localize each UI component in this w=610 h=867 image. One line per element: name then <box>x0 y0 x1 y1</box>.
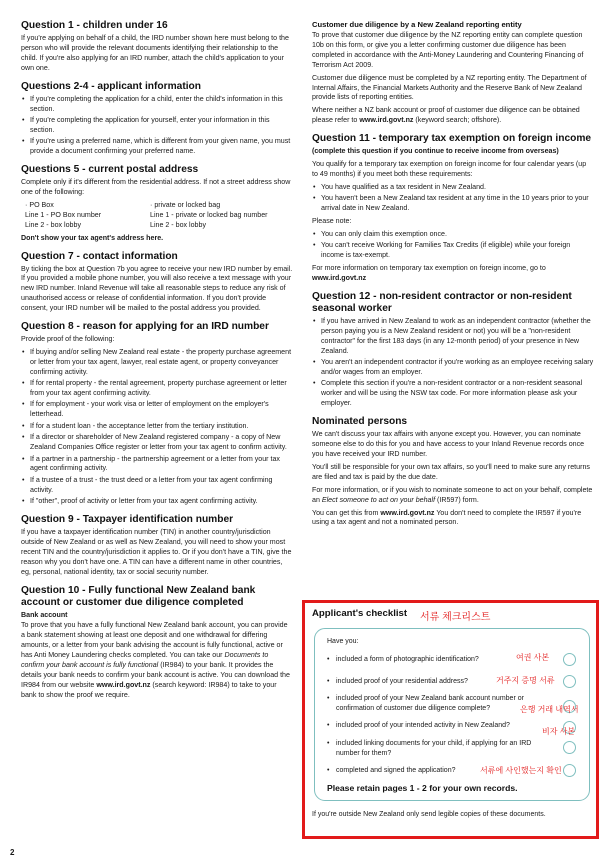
cdd-p1: To prove that customer due diligence by the NZ reporting entity can complete question 10b on this form, or give you a letter confirming customer due diligence has been completed in accordance with the Anti-Money Laundering and Countering Financing of Terrorism Act 2009. <box>312 31 584 69</box>
nominated-p3-b: (IR597) form. <box>435 495 479 504</box>
q9-title: Question 9 - Taxpayer identification number <box>21 514 234 526</box>
q10-subtitle: Bank account <box>21 610 68 619</box>
cdd-p3-a: Where neither a NZ bank account or proof of customer due diligence can be obtained please refer to <box>312 106 580 125</box>
address-option: Line 2 - box lobby <box>25 220 81 229</box>
list-item: • If a director or shareholder of New Zealand registered company - a copy of New Zealand Companies Office register or letter from your tax agent to confirm activity. <box>21 433 293 453</box>
q8-intro: Provide proof of the following: <box>21 335 115 344</box>
list-item: • If you're completing the application for yourself, enter your information in this section. <box>21 116 293 136</box>
handwritten-note: 은행 거래 내역서 <box>520 705 579 714</box>
nominated-p4 <box>312 509 594 529</box>
list-item: • You haven't been a New Zealand tax resident at any time in the 10 years prior to your arrival date in New Zealand. <box>312 194 594 214</box>
q7-body: By ticking the box at Question 7b you agree to receive your new IRD number by email. If you provided a mobile phone number, you will also receive a text message with your new IRD number. Inland Revenue will take all reasonable steps to reduce any risk of unauthorised access or release of confidential information. If you don't provide consent, your IRD number will be mailed to the postal address you provided. <box>21 264 293 313</box>
address-option: Line 1 - private or locked bag number <box>150 210 268 219</box>
cdd-p3 <box>312 106 594 126</box>
checklist-item-text: included proof of your residential address? <box>336 678 468 685</box>
address-option: Line 1 - PO Box number <box>25 210 102 219</box>
section-q2-4 <box>21 81 293 157</box>
q5-note: Don't show your tax agent's address here. <box>21 233 164 242</box>
section-q9 <box>21 514 293 578</box>
list-item: • You aren't an independent contractor if you're working as an employee receiving salary and/or wages from an employer. <box>312 358 594 378</box>
checklist-item: • included proof of your intended activity in New Zealand? <box>327 721 547 731</box>
handwritten-note: 비자 사본 <box>542 727 576 736</box>
list-item: • If "other", proof of activity or letter from your tax agent confirming activity. <box>21 497 293 507</box>
q11-more <box>312 264 594 284</box>
q10-body-italic: Documents to confirm your bank account is fully functional <box>21 651 269 670</box>
list-item: • If you're using a preferred name, which is different from your given name, you must provide a document confirming your preferred name. <box>21 137 293 157</box>
nominated-p3-a: For more information, or if you wish to nominate someone to act on your behalf, complete an <box>312 485 593 504</box>
q24-list <box>21 95 293 157</box>
nominated-p3 <box>312 486 594 506</box>
checklist-annotation-title: 서류 체크리스트 <box>420 612 491 623</box>
checklist-footer: If you're outside New Zealand only send legible copies of these documents. <box>312 811 546 818</box>
section-q8 <box>21 321 293 507</box>
checklist-item-text: included linking documents for your child, if applying for an IRD number for them? <box>336 740 532 757</box>
section-q1 <box>21 20 293 74</box>
ird-website-link[interactable]: www.ird.govt.nz <box>380 508 435 517</box>
q5-intro: Complete only if it's different from the residential address. If not a street address show one of the following: <box>21 178 291 196</box>
cdd-p3-b: (keyword search; offshore). <box>413 116 502 125</box>
nominated-p4-a: You can get this from <box>312 508 381 517</box>
q10-title: Question 10 - Fully functional New Zealand bank account or customer due diligence completed <box>21 584 256 608</box>
page-number: 2 <box>10 848 15 857</box>
nominated-title: Nominated persons <box>312 416 408 428</box>
section-q5 <box>21 164 293 243</box>
nominated-p3-italic: Elect someone to act on your behalf <box>321 495 436 504</box>
q11-notes <box>312 230 594 261</box>
checklist-checkbox[interactable] <box>563 764 576 777</box>
q11-title: Question 11 - temporary tax exemption on foreign income <box>312 133 592 145</box>
q24-title: Questions 2-4 - applicant information <box>21 80 201 92</box>
section-q7 <box>21 251 293 315</box>
checklist-checkbox[interactable] <box>563 741 576 754</box>
handwritten-note: 거주지 증명 서류 <box>496 676 555 685</box>
ird-website-link[interactable]: www.ird.govt.nz <box>96 680 151 689</box>
section-q11 <box>312 133 594 284</box>
cdd-p2: Customer due diligence must be completed by a NZ reporting entity. The Department of Internal Affairs, the Financial Markets Authority and the Reserve Bank of New Zealand provide lists of reporting entities. <box>312 73 587 102</box>
left-column <box>21 20 293 708</box>
q10-body-b: (IR984) to your bank. It provides the details your bank needs to confirm your bank account is active. You can download the IR984 from our website <box>21 661 290 689</box>
q11-note-label: Please note: <box>312 217 352 226</box>
checklist-item-text: included a form of photographic identification? <box>336 656 479 663</box>
q11-more-text: For more information on temporary tax exemption on foreign income, go to <box>312 264 546 273</box>
list-item: • If a trustee of a trust - the trust deed or a letter from your tax agent confirming activity. <box>21 476 293 496</box>
checklist-item-text: included proof of your intended activity in New Zealand? <box>336 722 510 729</box>
checklist-title: Applicant's checklist <box>312 608 408 619</box>
list-item: • If you have arrived in New Zealand to work as an independent contractor (whether the person paying you is a New Zealand resident or not) you will be a "non-resident contractor" for the first 183 days (in any 12-month period) of your presence in New Zealand. <box>312 317 594 357</box>
q1-body: If you're applying on behalf of a child, the IRD number shown here must belong to the person who will provide the relevant documents identifying their relationship to the child. If you're also applying for an IRD number, attach the child's application to your own one. <box>21 34 289 72</box>
handwritten-note: 서류에 사인했는지 확인 <box>480 766 562 775</box>
list-item: • If for a student loan - the acceptance letter from the tertiary institution. <box>21 422 293 432</box>
checklist-item-text: included proof of your New Zealand bank account number or confirmation of customer due diligence complete? <box>336 695 524 712</box>
checklist-item: • completed and signed the application? <box>327 766 547 776</box>
list-item: • You can't receive Working for Families Tax Credits (if eligible) while your foreign income is tax-exempt. <box>312 241 594 261</box>
q7-title: Question 7 - contact information <box>21 250 178 262</box>
checklist-checkbox[interactable] <box>563 653 576 666</box>
section-nominated <box>312 416 594 528</box>
checklist-item: • included proof of your New Zealand bank account number or confirmation of customer due diligence complete? <box>327 694 549 713</box>
ird-website-link[interactable]: www.ird.govt.nz <box>312 274 367 283</box>
ird-website-link[interactable]: www.ird.govt.nz <box>359 116 414 125</box>
cdd-title: Customer due diligence by a New Zealand reporting entity <box>312 20 522 29</box>
nominated-p2: You'll still be responsible for your own tax affairs, so you'll need to make sure any returns are filed and tax is paid by the due date. <box>312 462 590 481</box>
list-item: • If you're completing the application for a child, enter the child's information in this section. <box>21 95 293 115</box>
q9-body: If you have a taxpayer identification number (TIN) in another country/jurisdiction outside of New Zealand or as well as New Zealand, you will need to show your most recent TIN and the country/jurisdiction it applies to. Or if you don't have a TIN, give the reason why you don't have one. A TIN can have a different name in other countries, eg, personal, national identity, tax or social security number. <box>21 528 292 576</box>
list-item: • Complete this section if you're a non-resident contractor or a non-resident seasonal worker and will be using the NSW tax code. For more information please ask your employer. <box>312 379 594 409</box>
section-q10 <box>21 585 293 701</box>
checklist-checkbox[interactable] <box>563 675 576 688</box>
list-item: • You can only claim this exemption once. <box>312 230 594 240</box>
q5-title: Questions 5 - current postal address <box>21 164 199 176</box>
q10-body-a: To prove that you have a fully functional New Zealand bank account, you can provide a bank statement showing at least one deposit and one withdrawal for differing amounts, or a letter from your bank advising the account is fully functional, active or has Anti Money Laundering checks completed. You can take our <box>21 621 288 660</box>
nominated-p1: We can't discuss your tax affairs with anyone except you. However, you can nominate someone else to do this for you and have access to your Inland Revenue records once you have received your IRD number. <box>312 430 585 458</box>
list-item: • If a partner in a partnership - the partnership agreement or a letter from your tax agent confirming activity. <box>21 455 293 475</box>
q11-list <box>312 183 594 214</box>
checklist-item: • included linking documents for your child, if applying for an IRD number for them? <box>327 739 537 758</box>
address-option: Line 2 - box lobby <box>150 220 206 229</box>
section-cdd <box>312 20 594 126</box>
nominated-p4-b: You don't need to complete the IR597 if you're using a tax agent and not a nominated person. <box>312 508 582 527</box>
right-column <box>312 20 594 535</box>
checklist-item: • included proof of your residential address? <box>327 677 547 687</box>
handwritten-note: 여권 사본 <box>516 653 550 662</box>
address-options <box>25 201 293 231</box>
address-option: · private or locked bag <box>150 200 221 209</box>
q10-body-c: (search keyword: IR984) to take to your bank to show the proof we require. <box>21 680 277 699</box>
address-option: · PO Box <box>25 200 54 209</box>
checklist-have-you: Have you: <box>327 638 359 645</box>
list-item: • You have qualified as a tax resident in New Zealand. <box>312 183 594 193</box>
q12-list <box>312 317 594 409</box>
q12-title: Question 12 - non-resident contractor or non-resident seasonal worker <box>312 291 572 315</box>
q8-title: Question 8 - reason for applying for an IRD number <box>21 321 269 333</box>
q8-list <box>21 348 293 507</box>
list-item: • If buying and/or selling New Zealand real estate - the property purchase agreement or letter from your tax agent, lawyer, real estate agent, or property conveyancer confirming activity. <box>21 348 293 378</box>
q11-subtitle: (complete this question if you continue to receive income from overseas) <box>312 147 559 156</box>
q10-body <box>21 621 293 700</box>
q1-title: Question 1 - children under 16 <box>21 20 168 31</box>
list-item: • If for employment - your work visa or letter of employment on the employer's letterhead. <box>21 400 293 420</box>
q11-intro: You qualify for a temporary tax exemption on foreign income for four calendar years (up to 49 months) if you meet both these requirements: <box>312 160 587 178</box>
checklist-item: • included a form of photographic identification? <box>327 655 547 665</box>
checklist-item-text: completed and signed the application? <box>336 767 456 774</box>
list-item: • If for rental property - the rental agreement, property purchase agreement or letter from your tax agent confirming activity. <box>21 379 293 399</box>
checklist-retain-note: Please retain pages 1 - 2 for your own records. <box>327 783 518 793</box>
section-q12 <box>312 291 594 409</box>
